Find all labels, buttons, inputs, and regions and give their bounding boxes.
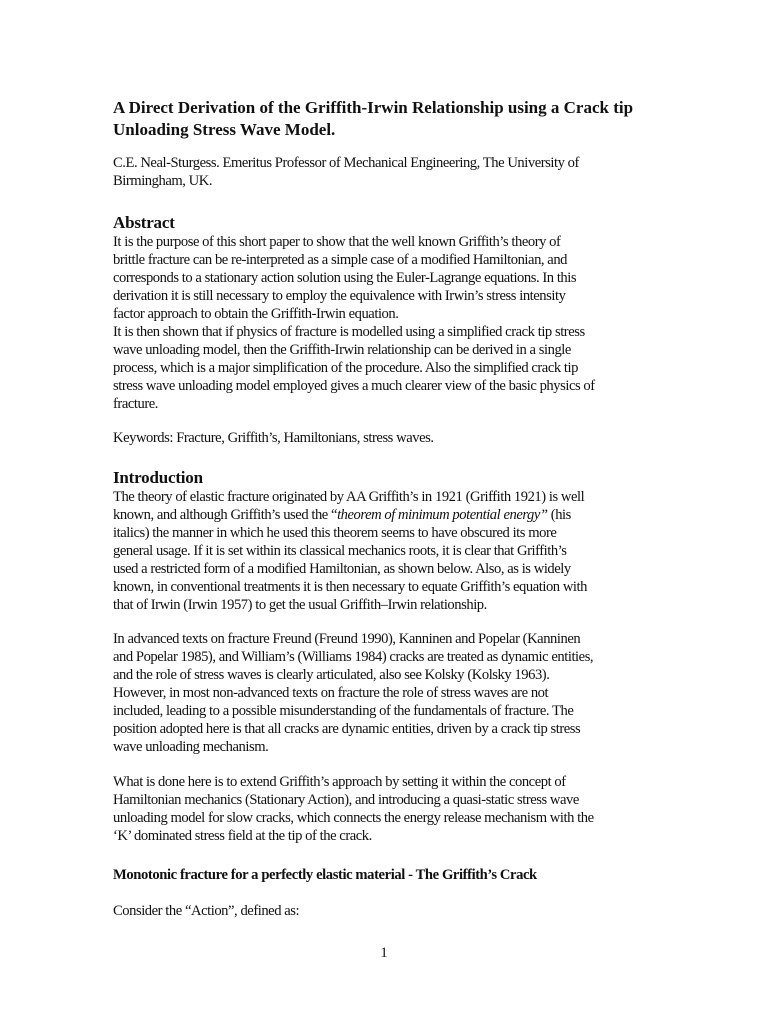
paragraph-line: unloading model for slow cracks, which connects the energy release mechanism with the xyxy=(113,810,594,826)
abstract-line: wave unloading model, then the Griffith-Irwin relationship can be derived in a single xyxy=(113,342,571,358)
introduction-heading: Introduction xyxy=(113,468,203,487)
text-run: (his xyxy=(547,507,571,523)
paragraph-line: position adopted here is that all cracks are dynamic entities, driven by a crack tip stress xyxy=(113,721,581,737)
italic-quote: theorem of minimum potential energy” xyxy=(337,507,548,523)
introduction-paragraph-3 xyxy=(113,773,658,845)
paragraph-line: and Popelar 1985), and William’s (Williams 1984) cracks are treated as dynamic entities, xyxy=(113,649,594,665)
introduction-paragraph-1 xyxy=(113,488,658,614)
paragraph-line: What is done here is to extend Griffith’s approach by setting it within the concept of xyxy=(113,774,566,790)
abstract-line: corresponds to a stationary action solution using the Euler-Lagrange equations. In this xyxy=(113,270,577,286)
paragraph-line: Hamiltonian mechanics (Stationary Action), and introducing a quasi-static stress wave xyxy=(113,792,579,808)
paragraph-line: used a restricted form of a modified Hamiltonian, as shown below. Also, as is widely xyxy=(113,561,571,577)
abstract-line: fracture. xyxy=(113,396,158,412)
introduction-paragraph-2 xyxy=(113,630,658,756)
paragraph-line: italics) the manner in which he used this theorem seems to have obscured its more xyxy=(113,525,557,541)
text-run: known, and although Griffith’s used the “ xyxy=(113,507,338,523)
abstract-heading: Abstract xyxy=(113,213,175,232)
paragraph-line: that of Irwin (Irwin 1957) to get the usual Griffith–Irwin relationship. xyxy=(113,597,487,613)
abstract-line: stress wave unloading model employed gives a much clearer view of the basic physics of xyxy=(113,378,595,394)
abstract-line: derivation it is still necessary to employ the equivalence with Irwin’s stress intensity xyxy=(113,288,566,304)
title-line: Unloading Stress Wave Model. xyxy=(113,120,336,139)
abstract-line: It is then shown that if physics of fracture is modelled using a simplified crack tip stress xyxy=(113,324,585,340)
abstract-line: factor approach to obtain the Griffith-Irwin equation. xyxy=(113,306,399,322)
paragraph-line: wave unloading mechanism. xyxy=(113,739,269,755)
paragraph-line: included, leading to a possible misunderstanding of the fundamentals of fracture. The xyxy=(113,703,574,719)
author-line: Birmingham, UK. xyxy=(113,173,213,189)
title-line: A Direct Derivation of the Griffith-Irwin Relationship using a Crack tip xyxy=(113,98,634,117)
section-text: Consider the “Action”, defined as: xyxy=(113,903,300,919)
paragraph-line: The theory of elastic fracture originated by AA Griffith’s in 1921 (Griffith 1921) is well xyxy=(113,489,585,505)
abstract-body xyxy=(113,233,658,413)
author-affiliation xyxy=(113,154,658,190)
page-number: 1 xyxy=(380,945,388,961)
paragraph-line: known, in conventional treatments it is then necessary to equate Griffith’s equation with xyxy=(113,579,587,595)
abstract-line: process, which is a major simplification of the procedure. Also the simplified crack tip xyxy=(113,360,578,376)
paragraph-line: and the role of stress waves is clearly articulated, also see Kolsky (Kolsky 1963). xyxy=(113,667,550,683)
keywords: Keywords: Fracture, Griffith’s, Hamiltonians, stress waves. xyxy=(113,430,434,446)
abstract-line: It is the purpose of this short paper to show that the well known Griffith’s theory of xyxy=(113,234,561,250)
abstract-line: brittle fracture can be re-interpreted as a simple case of a modified Hamiltonian, and xyxy=(113,252,568,268)
paper-title xyxy=(113,97,658,141)
author-line: C.E. Neal-Sturgess. Emeritus Professor of Mechanical Engineering, The University of xyxy=(113,155,579,171)
paragraph-line: In advanced texts on fracture Freund (Freund 1990), Kanninen and Popelar (Kanninen xyxy=(113,631,581,647)
paragraph-line: ‘K’ dominated stress field at the tip of the crack. xyxy=(113,828,372,844)
paragraph-line xyxy=(113,506,658,524)
paragraph-line: general usage. If it is set within its classical mechanics roots, it is clear that Griffith’s xyxy=(113,543,567,559)
section-heading: Monotonic fracture for a perfectly elastic material - The Griffith’s Crack xyxy=(113,867,537,883)
paragraph-line: However, in most non-advanced texts on fracture the role of stress waves are not xyxy=(113,685,549,701)
